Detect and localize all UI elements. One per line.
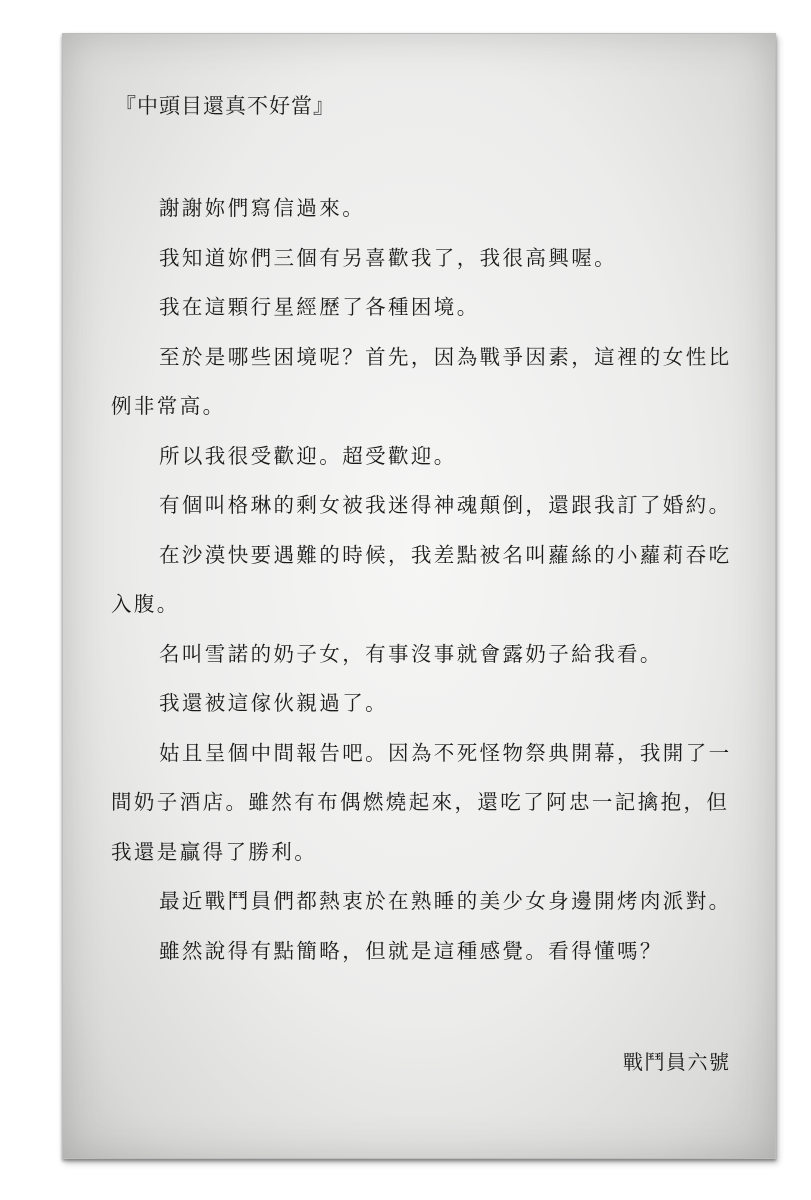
letter-paper <box>62 33 776 1159</box>
letter-paragraph: 我知道妳們三個有另喜歡我了，我很高興喔。 <box>159 245 617 270</box>
letter-paragraph: 姑且呈個中間報告吧。因為不死怪物祭典開幕，我開了一間奶子酒店。雖然有布偶燃燒起來，還吃了阿忠一記擒抱，但我還是贏得了勝利。 <box>111 740 732 864</box>
letter-paragraph: 我還被這傢伙親過了。 <box>159 691 388 715</box>
letter-signature: 戰鬥員六號 <box>623 1050 731 1074</box>
letter-paragraph: 雖然說得有點簡略，但就是這種感覺。看得懂嗎？ <box>159 938 663 963</box>
letter-paragraph: 至於是哪些困境呢？首先，因為戰爭因素，這裡的女性比例非常高。 <box>111 344 732 418</box>
letter-paragraph: 所以我很受歡迎。超受歡迎。 <box>159 443 457 468</box>
letter-paragraph: 最近戰鬥員們都熱衷於在熟睡的美少女身邊開烤肉派對。 <box>159 889 732 913</box>
letter-title: 『中頭目還真不好當』 <box>115 94 335 118</box>
letter-paragraph: 有個叫格琳的剩女被我迷得神魂顛倒，還跟我訂了婚約。 <box>159 493 732 517</box>
letter-paragraph: 名叫雪諾的奶子女，有事沒事就會露奶子給我看。 <box>159 641 663 666</box>
letter-body <box>111 184 751 976</box>
letter-paragraph: 在沙漠快要遇難的時候，我差點被名叫蘿絲的小蘿莉吞吃入腹。 <box>111 542 732 616</box>
letter-paragraph: 我在這顆行星經歷了各種困境。 <box>159 295 480 319</box>
letter-paragraph: 謝謝妳們寫信過來。 <box>159 196 366 220</box>
